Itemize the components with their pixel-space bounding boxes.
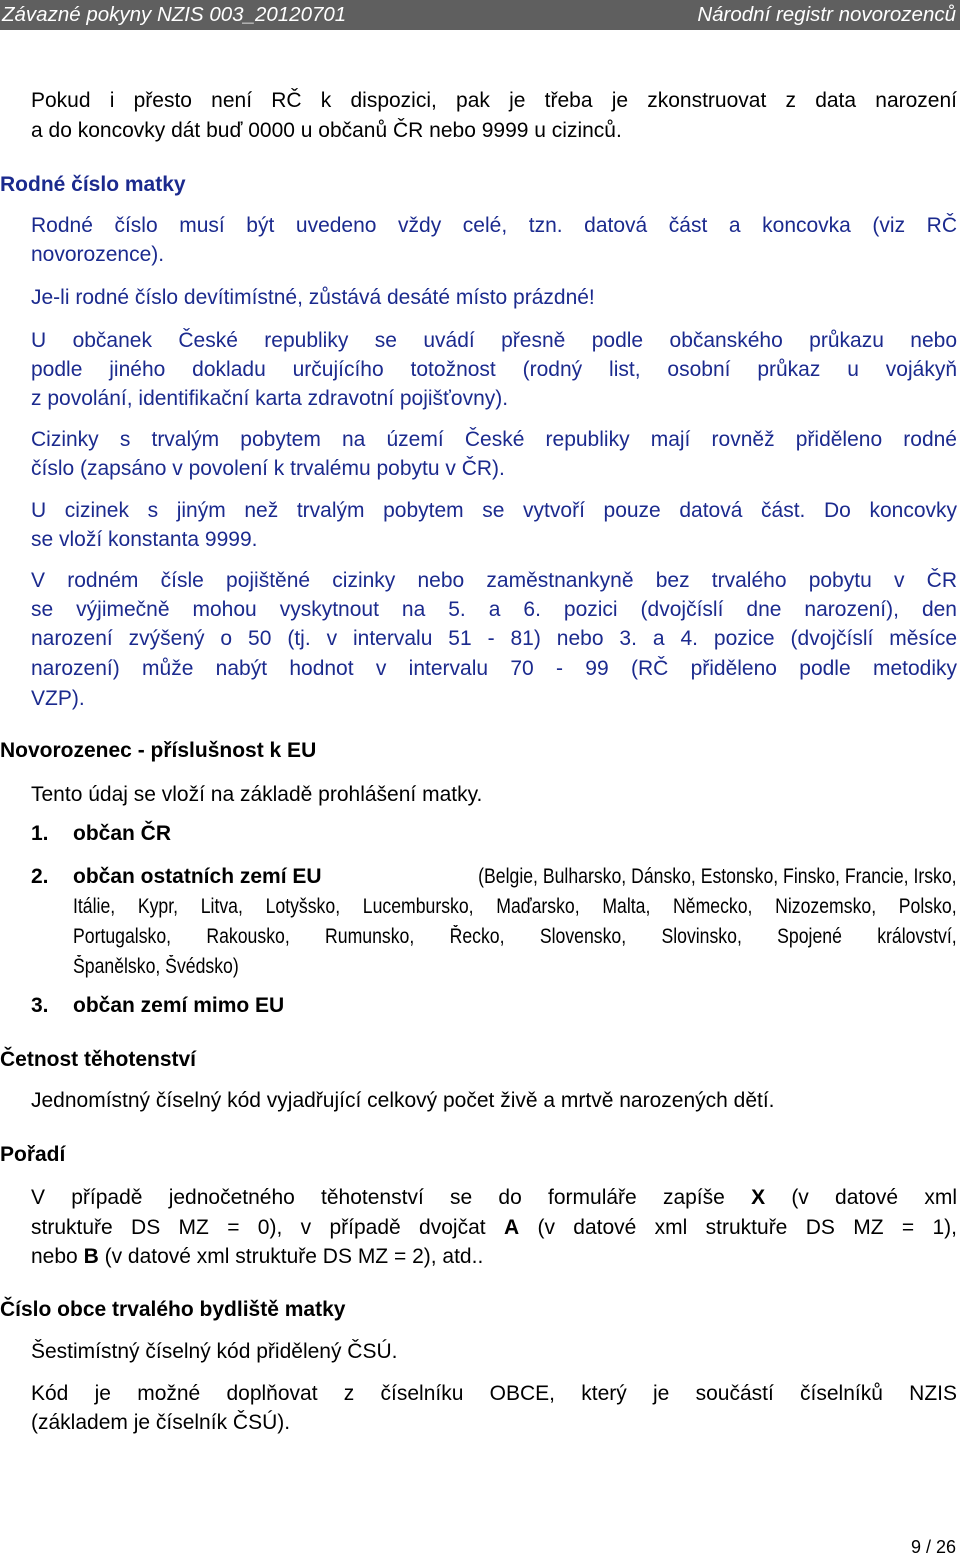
paragraph-line: podle jiného dokladu určujícího totožnost (rodný list, osobní průkaz u vojákyň: [31, 358, 957, 381]
paragraph-line: se výjimečně mohou vyskytnout na 5. a 6. pozici (dvojčíslí dne narození), den: [31, 598, 957, 621]
section-heading-prislusnost-eu: Novorozenec - příslušnost k EU: [0, 739, 317, 762]
paragraph-line: Cizinky s trvalým pobytem na území České republiky mají rovněž přiděleno rodné: [31, 428, 957, 451]
text-run: (v datové xml: [791, 1186, 957, 1209]
paragraph-line: VZP).: [31, 687, 85, 710]
paragraph-line: Tento údaj se vloží na základě prohlášení matky.: [31, 783, 483, 806]
paragraph-line: se vloží konstanta 9999.: [31, 528, 258, 551]
paragraph-line: Je-li rodné číslo devítimístné, zůstává desáté místo prázdné!: [31, 286, 595, 309]
list-item-number: 1.: [31, 822, 49, 845]
paragraph-line: U cizinek s jiným než trvalým pobytem se vytvoří pouze datová část. Do koncovky: [31, 499, 957, 522]
header-document-title: Závazné pokyny NZIS 003_20120701: [2, 3, 347, 26]
paragraph-line: narození) může nabýt hodnot v intervalu 70 - 99 (RČ přiděleno podle metodiky: [31, 657, 957, 680]
text-run: (v datové xml struktuře DS MZ = 1),: [537, 1216, 957, 1239]
paragraph-line: Pokud i přesto není RČ k dispozici, pak je třeba je zkonstruovat z data narození: [31, 89, 957, 112]
code-value: A: [503, 1216, 520, 1239]
text-run: struktuře DS MZ = 0), v případě dvojčat: [31, 1216, 486, 1239]
eu-countries-line: (Belgie, Bulharsko, Dánsko, Estonsko, Finsko, Francie, Irsko,: [478, 865, 957, 888]
paragraph-line: Jednomístný číselný kód vyjadřující celkový počet živě a mrtvě narozených dětí.: [31, 1089, 775, 1112]
paragraph-line: [31, 1242, 957, 1272]
eu-countries-text: Portugalsko, Rakousko, Rumunsko, Řecko, Slovensko, Slovinsko, Spojené království,: [73, 925, 957, 948]
paragraph-line: Šestimístný číselný kód přidělený ČSÚ.: [31, 1340, 398, 1363]
paragraph-line: novorozence).: [31, 243, 165, 266]
section-heading-cislo-obce: Číslo obce trvalého bydliště matky: [0, 1298, 346, 1321]
paragraph-line: Kód je možné doplňovat z číselníku OBCE, který je součástí číselníků NZIS: [31, 1382, 957, 1405]
eu-countries-line: [73, 922, 957, 952]
paragraph-line: V rodném čísle pojištěné cizinky nebo zaměstnankyně bez trvalého pobytu v ČR: [31, 569, 957, 592]
list-item-label: občan zemí mimo EU: [73, 994, 285, 1017]
section-heading-poradi: Pořadí: [0, 1143, 66, 1166]
eu-countries-text: Itálie, Kypr, Litva, Lotyšsko, Lucembursko, Maďarsko, Malta, Německo, Nizozemsko, Polsko,: [73, 895, 957, 918]
paragraph-line: Rodné číslo musí být uvedeno vždy celé, tzn. datová část a koncovka (viz RČ: [31, 214, 957, 237]
list-item-label: občan ostatních zemí EU: [73, 865, 322, 888]
text-run: nebo: [31, 1245, 78, 1268]
paragraph-line: číslo (zapsáno v povolení k trvalému pobytu v ČR).: [31, 457, 505, 480]
list-item-label: občan ČR: [73, 822, 172, 845]
list-item-number: 2.: [31, 865, 49, 888]
list-item-eu-countries: [73, 862, 957, 982]
header-registry-name: Národní registr novorozenců: [697, 3, 956, 26]
code-value: B: [83, 1245, 99, 1268]
paragraph-line: narození zvýšený o 50 (tj. v intervalu 51 - 81) nebo 3. a 4. pozice (dvojčíslí měsíce: [31, 627, 957, 650]
paragraph-line: [31, 1213, 957, 1243]
text-run: V případě jednočetného těhotenství se do formuláře zapíše: [31, 1186, 725, 1209]
section-heading-rodne-cislo-matky: Rodné číslo matky: [0, 173, 186, 196]
paragraph-line: (základem je číselník ČSÚ).: [31, 1411, 291, 1434]
section-heading-cetnost: Četnost těhotenství: [0, 1048, 197, 1071]
paragraph-line: [31, 1183, 957, 1213]
paragraph-line: z povolání, identifikační karta zdravotní pojišťovny).: [31, 387, 509, 410]
text-run: (v datové xml struktuře DS MZ = 2), atd..: [104, 1245, 484, 1268]
paragraph-line: a do koncovky dát buď 0000 u občanů ČR nebo 9999 u cizinců.: [31, 119, 622, 142]
eu-countries-line: [73, 892, 957, 922]
eu-countries-line: [73, 952, 816, 982]
page-header: [0, 0, 960, 30]
page-number: 9 / 26: [910, 1537, 956, 1557]
paragraph-line: U občanek České republiky se uvádí přesně podle občanského průkazu nebo: [31, 329, 957, 352]
eu-countries-text: Španělsko, Švédsko): [73, 955, 239, 978]
list-item-number: 3.: [31, 994, 49, 1017]
code-value: X: [751, 1186, 766, 1209]
